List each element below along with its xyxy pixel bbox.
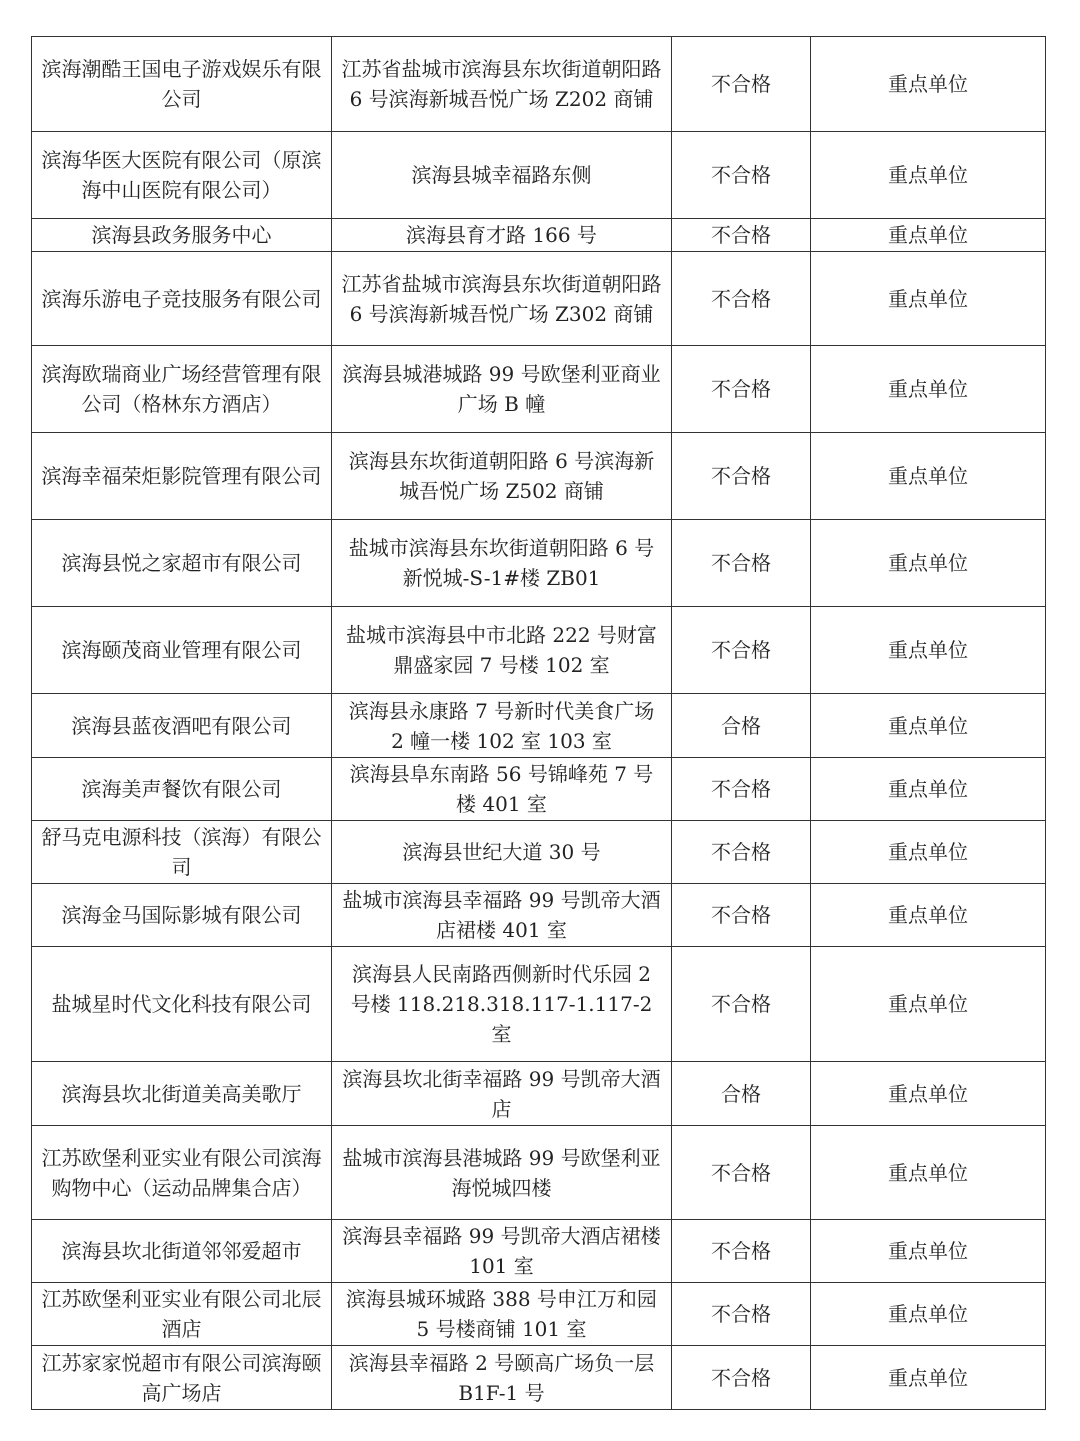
table-row bbox=[32, 1126, 1046, 1220]
unit-type-cell: 重点单位 bbox=[811, 132, 1046, 219]
table-row bbox=[32, 758, 1046, 821]
address-cell: 滨海县城幸福路东侧 bbox=[332, 132, 672, 219]
unit-name-cell: 滨海华医大医院有限公司（原滨海中山医院有限公司） bbox=[32, 132, 332, 219]
unit-type-cell: 重点单位 bbox=[811, 758, 1046, 821]
address-cell: 滨海县育才路 166 号 bbox=[332, 219, 672, 252]
address-cell: 滨海县坎北街幸福路 99 号凯帝大酒店 bbox=[332, 1062, 672, 1126]
address-cell: 滨海县幸福路 99 号凯帝大酒店裙楼 101 室 bbox=[332, 1220, 672, 1283]
table-row bbox=[32, 1220, 1046, 1283]
result-cell: 不合格 bbox=[672, 520, 811, 607]
unit-type-cell: 重点单位 bbox=[811, 884, 1046, 947]
table-row bbox=[32, 132, 1046, 219]
unit-name-cell: 滨海县政务服务中心 bbox=[32, 219, 332, 252]
result-cell: 不合格 bbox=[672, 433, 811, 520]
result-cell: 不合格 bbox=[672, 1220, 811, 1283]
unit-type-cell: 重点单位 bbox=[811, 1126, 1046, 1220]
unit-type-cell: 重点单位 bbox=[811, 821, 1046, 884]
result-cell: 不合格 bbox=[672, 132, 811, 219]
inspection-table bbox=[31, 36, 1046, 1410]
result-cell: 合格 bbox=[672, 694, 811, 758]
address-cell: 滨海县永康路 7 号新时代美食广场 2 幢一楼 102 室 103 室 bbox=[332, 694, 672, 758]
unit-type-cell: 重点单位 bbox=[811, 219, 1046, 252]
table-row bbox=[32, 694, 1046, 758]
result-cell: 不合格 bbox=[672, 607, 811, 694]
result-cell: 不合格 bbox=[672, 821, 811, 884]
table-row bbox=[32, 947, 1046, 1062]
unit-name-cell: 滨海美声餐饮有限公司 bbox=[32, 758, 332, 821]
address-cell: 盐城市滨海县中市北路 222 号财富鼎盛家园 7 号楼 102 室 bbox=[332, 607, 672, 694]
unit-type-cell: 重点单位 bbox=[811, 694, 1046, 758]
result-cell: 合格 bbox=[672, 1062, 811, 1126]
unit-type-cell: 重点单位 bbox=[811, 37, 1046, 132]
result-cell: 不合格 bbox=[672, 346, 811, 433]
unit-type-cell: 重点单位 bbox=[811, 1062, 1046, 1126]
address-cell: 滨海县幸福路 2 号颐高广场负一层 B1F-1 号 bbox=[332, 1346, 672, 1410]
address-cell: 滨海县阜东南路 56 号锦峰苑 7 号楼 401 室 bbox=[332, 758, 672, 821]
table-row bbox=[32, 607, 1046, 694]
address-cell: 滨海县世纪大道 30 号 bbox=[332, 821, 672, 884]
table-row bbox=[32, 346, 1046, 433]
address-cell: 滨海县城环城路 388 号申江万和园 5 号楼商铺 101 室 bbox=[332, 1283, 672, 1346]
unit-type-cell: 重点单位 bbox=[811, 433, 1046, 520]
result-cell: 不合格 bbox=[672, 758, 811, 821]
table-row bbox=[32, 884, 1046, 947]
unit-name-cell: 滨海颐茂商业管理有限公司 bbox=[32, 607, 332, 694]
unit-name-cell: 江苏欧堡利亚实业有限公司北辰酒店 bbox=[32, 1283, 332, 1346]
unit-name-cell: 滨海县蓝夜酒吧有限公司 bbox=[32, 694, 332, 758]
unit-name-cell: 滨海乐游电子竞技服务有限公司 bbox=[32, 252, 332, 346]
address-cell: 江苏省盐城市滨海县东坎街道朝阳路 6 号滨海新城吾悦广场 Z302 商铺 bbox=[332, 252, 672, 346]
unit-type-cell: 重点单位 bbox=[811, 1220, 1046, 1283]
unit-type-cell: 重点单位 bbox=[811, 1346, 1046, 1410]
unit-name-cell: 滨海县悦之家超市有限公司 bbox=[32, 520, 332, 607]
table-row bbox=[32, 821, 1046, 884]
table-row bbox=[32, 1062, 1046, 1126]
result-cell: 不合格 bbox=[672, 1126, 811, 1220]
unit-type-cell: 重点单位 bbox=[811, 947, 1046, 1062]
document-page bbox=[31, 36, 1045, 1410]
unit-type-cell: 重点单位 bbox=[811, 346, 1046, 433]
unit-name-cell: 滨海欧瑞商业广场经营管理有限公司（格林东方酒店） bbox=[32, 346, 332, 433]
result-cell: 不合格 bbox=[672, 1283, 811, 1346]
unit-name-cell: 滨海县坎北街道美高美歌厅 bbox=[32, 1062, 332, 1126]
address-cell: 盐城市滨海县东坎街道朝阳路 6 号新悦城-S-1#楼 ZB01 bbox=[332, 520, 672, 607]
result-cell: 不合格 bbox=[672, 37, 811, 132]
unit-type-cell: 重点单位 bbox=[811, 252, 1046, 346]
unit-name-cell: 滨海幸福荣炬影院管理有限公司 bbox=[32, 433, 332, 520]
unit-type-cell: 重点单位 bbox=[811, 520, 1046, 607]
unit-name-cell: 滨海县坎北街道邻邻爱超市 bbox=[32, 1220, 332, 1283]
table-row bbox=[32, 252, 1046, 346]
unit-name-cell: 江苏欧堡利亚实业有限公司滨海购物中心（运动品牌集合店） bbox=[32, 1126, 332, 1220]
table-row bbox=[32, 1283, 1046, 1346]
unit-name-cell: 江苏家家悦超市有限公司滨海颐高广场店 bbox=[32, 1346, 332, 1410]
table-row bbox=[32, 433, 1046, 520]
address-cell: 盐城市滨海县港城路 99 号欧堡利亚海悦城四楼 bbox=[332, 1126, 672, 1220]
address-cell: 盐城市滨海县幸福路 99 号凯帝大酒店裙楼 401 室 bbox=[332, 884, 672, 947]
result-cell: 不合格 bbox=[672, 219, 811, 252]
address-cell: 江苏省盐城市滨海县东坎街道朝阳路 6 号滨海新城吾悦广场 Z202 商铺 bbox=[332, 37, 672, 132]
address-cell: 滨海县东坎街道朝阳路 6 号滨海新城吾悦广场 Z502 商铺 bbox=[332, 433, 672, 520]
table-row bbox=[32, 520, 1046, 607]
address-cell: 滨海县人民南路西侧新时代乐园 2 号楼 118.218.318.117-1.117-2 室 bbox=[332, 947, 672, 1062]
result-cell: 不合格 bbox=[672, 1346, 811, 1410]
unit-name-cell: 盐城星时代文化科技有限公司 bbox=[32, 947, 332, 1062]
unit-name-cell: 舒马克电源科技（滨海）有限公司 bbox=[32, 821, 332, 884]
unit-type-cell: 重点单位 bbox=[811, 1283, 1046, 1346]
table-row bbox=[32, 219, 1046, 252]
result-cell: 不合格 bbox=[672, 884, 811, 947]
address-cell: 滨海县城港城路 99 号欧堡利亚商业广场 B 幢 bbox=[332, 346, 672, 433]
table-row bbox=[32, 37, 1046, 132]
unit-name-cell: 滨海潮酷王国电子游戏娱乐有限公司 bbox=[32, 37, 332, 132]
table-row bbox=[32, 1346, 1046, 1410]
result-cell: 不合格 bbox=[672, 252, 811, 346]
unit-type-cell: 重点单位 bbox=[811, 607, 1046, 694]
result-cell: 不合格 bbox=[672, 947, 811, 1062]
unit-name-cell: 滨海金马国际影城有限公司 bbox=[32, 884, 332, 947]
